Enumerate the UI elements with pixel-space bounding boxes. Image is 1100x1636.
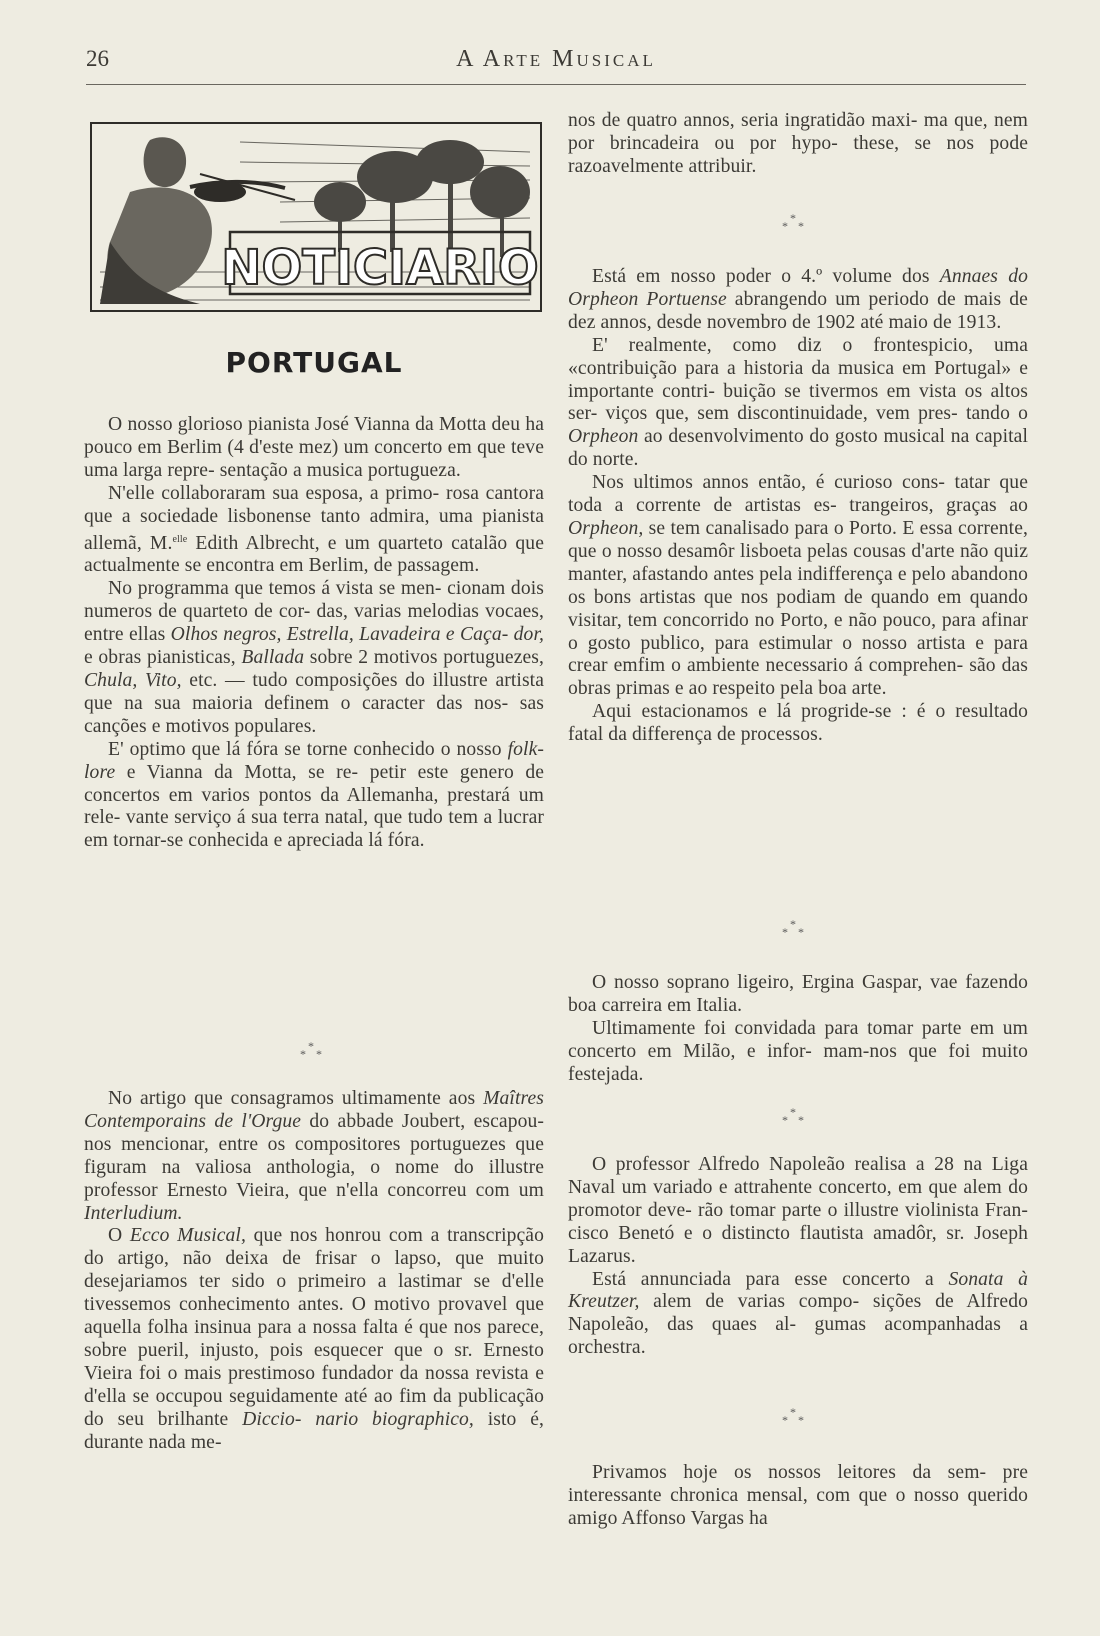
text-line: artistas que nos podiam de quando em [639, 586, 962, 608]
text-line: abbade Joubert, escapou-nos mencionar, [84, 1110, 545, 1155]
italic-title: Olhos negros, Estrella, Lavadeira e Caça- [170, 624, 509, 646]
text-line: actualmente se encontra em Berlim, de [84, 555, 393, 577]
text-line: pre interessante chronica mensal, com que [568, 1462, 1028, 1506]
text-line: isto é, durante nada me- [84, 1408, 544, 1453]
text-line: apreciada lá fóra. [287, 830, 425, 852]
paragraph-collaborators [84, 483, 544, 579]
section-heading: PORTUGAL [225, 346, 403, 379]
italic-title: Orpheon, [568, 517, 644, 539]
header-rule [86, 84, 1026, 85]
text-line: cisco Benetó e o distincto flautista amadôr, [568, 1222, 937, 1244]
text-line: pontos da Allemanha, prestará um rele- [84, 784, 544, 829]
text-line: boa arte. [818, 678, 887, 700]
text-line: novembro de 1902 até maio de 1913. [706, 311, 1002, 333]
text-line: o mais prestimoso fundador da nossa revista [167, 1362, 529, 1384]
superscript: elle [172, 533, 188, 545]
text-line: trangeiros, graças ao [849, 495, 1029, 517]
text-line: uma «contribuição para a historia da [568, 334, 1029, 379]
text-line: sentação a musica portugueza. [219, 459, 461, 481]
text-line: O professor Alfredo Napoleão realisa a 28 [592, 1154, 954, 1175]
text-line: sições de Alfredo Napoleão, das quaes al- [568, 1291, 1028, 1336]
text-line: das, varias melodias vocaes, entre ellas [84, 601, 545, 646]
text-line: N'elle collaboraram sua esposa, a primo- [108, 482, 440, 504]
text-line: Está em nosso poder o 4.º volume dos [592, 266, 930, 287]
text-line: figuram na valiosa anthologia, o nome [84, 1156, 440, 1178]
text-line: musica em Portugal» e importante contri- [568, 357, 1029, 402]
text-line: pois esquecer que o sr. Ernesto Vieira foi [84, 1339, 544, 1384]
text-line: etc. — [181, 669, 245, 691]
paragraph-continuation [568, 110, 1028, 179]
text-line: tatar que toda a corrente de artistas es- [568, 472, 1028, 517]
paragraph-contribution [568, 335, 1028, 472]
paragraph-ergina-gaspar [568, 972, 1028, 1018]
paragraph-folklore [84, 739, 544, 854]
text-line: Edith Albrecht, e um quarteto catalão que [195, 532, 544, 554]
text-line: do [301, 1110, 330, 1132]
right-column-block-1 [568, 110, 1028, 179]
italic-title: Maîtres Contemporains de l'Orgue [84, 1088, 545, 1132]
text-line: que nos honrou com a [245, 1225, 440, 1247]
italic-title: Orpheon [568, 426, 639, 448]
text-line: these, se nos pode razoavelmente attribuir. [568, 132, 1029, 177]
text-line: um periodo de mais de dez annos, desde [568, 288, 1028, 333]
text-line: No artigo que consagramos ultimamente [108, 1088, 441, 1109]
text-line: para estimular o nosso artista e para crear [568, 632, 1029, 677]
vignette-title-lettering: NOTICIARIO [221, 240, 539, 296]
text-line: não pouco, para afinar o gosto publico, [568, 609, 1029, 654]
text-line: Motta deu ha pouco em Berlim (4 d'este mez) [84, 414, 545, 458]
italic-title: Sonata à Kreutzer, [568, 1268, 1029, 1313]
paragraph-sonata-kreutzer [568, 1269, 1028, 1361]
text-line: abrangendo [726, 288, 828, 310]
text-line: Nos ultimos annos então, é curioso cons- [592, 472, 945, 494]
text-line: resultado fatal da differença de processos. [568, 701, 1029, 746]
text-line: e obras pianisticas, [84, 647, 242, 669]
right-column-block-2 [568, 266, 1028, 747]
text-line: petir este genero de concertos em varios [84, 761, 545, 806]
text-line: o nosso querido amigo Affonso Vargas ha [568, 1484, 1029, 1529]
text-line: O nosso soprano ligeiro, Ergina Gaspar, [592, 972, 923, 993]
italic-title: Ecco Musical, [129, 1225, 246, 1247]
italic-title: Ballada [241, 647, 305, 669]
text-line: e d'ella se occupou seguidamente até ao [84, 1362, 545, 1407]
paragraph-milan-concert [568, 1018, 1028, 1087]
text-line: aos [448, 1088, 484, 1109]
text-line: o nosso [440, 738, 508, 760]
text-line: passagem. [397, 555, 480, 577]
text-line: alem de varias compo- [639, 1291, 860, 1313]
text-line: sobre 2 [304, 647, 369, 669]
text-line: na Liga Naval um variado e attrahente [568, 1154, 1028, 1198]
right-column-block-5 [568, 1462, 1028, 1531]
section-separator-asterism: * * * [782, 917, 804, 939]
text-line: do illustre professor Ernesto Vieira, que [84, 1156, 545, 1201]
right-column-block-4 [568, 1154, 1028, 1360]
page-number: 26 [86, 46, 109, 71]
text-line: cionam dois numeros de quarteto de cor- [84, 578, 544, 623]
text-line: ao desenvolvimento do [638, 426, 830, 448]
running-title: A Arte Musical [456, 46, 656, 72]
text-line: são das obras primas e ao respeito pela [568, 655, 1029, 700]
text-line: se tem [643, 517, 701, 539]
text-line: concerto, em que alem do promotor deve- [568, 1176, 1028, 1221]
text-line: Está annunciada para esse concerto a [592, 1268, 934, 1290]
text-line: sr. Joseph Lazarus. [568, 1222, 1029, 1267]
italic-title: dor, [513, 624, 545, 646]
paragraph-annaes-orpheon [568, 266, 1028, 335]
text-line: falta é que nos parece, sobre pueril, injusto, [84, 1317, 544, 1361]
text-line: Aqui estacionamos e lá progride-se : é o [592, 701, 946, 723]
left-column-block-2 [84, 1088, 544, 1455]
text-line: fim da publicação do seu brilhante [84, 1385, 544, 1430]
text-line: O [108, 1225, 130, 1247]
text-line: parte em um concerto em Milão, e infor- [568, 1017, 1028, 1062]
text-line: Ultimamente foi convidada para tomar [592, 1017, 914, 1039]
italic-title: nario biographico, [315, 1408, 474, 1430]
text-line: tem a lucrar em tornar-se conhecida e [84, 807, 544, 852]
left-column-block-1 [84, 414, 544, 853]
paragraph-affonso-vargas [568, 1462, 1028, 1531]
text-line: vae fazendo boa carreira em Italia. [568, 972, 1029, 1016]
text-line: quando visitar, tem concorrido no Porto, e [568, 586, 1028, 631]
section-separator-asterism: * * * [782, 1405, 804, 1427]
text-line: um concerto em que teve uma larga repre- [84, 436, 544, 481]
text-line: No programma que temos á vista se men- [108, 578, 442, 600]
text-line: gosto musical na capital do norte. [568, 426, 1028, 471]
text-line: buição se tivermos em vista os altos ser- [568, 380, 1029, 425]
text-line: canalisado para o Porto. E essa corrente, [705, 517, 1028, 539]
text-line: gumas acompanhadas a orchestra. [568, 1314, 1028, 1359]
text-line: E' realmente, como diz o frontespicio, [592, 334, 974, 356]
text-line: tando o [965, 403, 1029, 425]
text-line: vante serviço á sua terra natal, que tudo [125, 807, 443, 829]
text-line: tanto admira, uma pianista allemã, M. [84, 505, 544, 554]
text-line: mam-nos que foi muito festejada. [568, 1040, 1029, 1085]
paragraph-organ-anthology [84, 1088, 544, 1225]
paragraph-programme [84, 578, 544, 738]
text-line: d'arte não quiz manter, afastando antes [568, 540, 1028, 585]
italic-title: Annaes do Orpheon Portuense [568, 266, 1028, 310]
text-line: que o nosso desamôr lisboeta pelas cousas [568, 540, 906, 562]
text-line: entre os compositores portuguezes que [218, 1133, 544, 1155]
paragraph-vianna-concert [84, 414, 544, 483]
text-line: conhecimento antes. O motivo provavel [178, 1294, 508, 1316]
text-line: o lapso, que muito desejariamos ter sido o [84, 1248, 545, 1293]
italic-title: Chula, Vito, [84, 669, 182, 691]
paragraph-ecco-musical [84, 1225, 544, 1454]
text-line: e Vianna da Motta, se re- [115, 761, 359, 783]
text-line: ma que, nem por brincadeira ou por hypo- [568, 110, 1029, 154]
italic-term: folk-lore [84, 738, 544, 783]
text-line: nos de quatro annos, seria ingratidão maxi- [568, 110, 918, 131]
section-separator-asterism: * * * [300, 1039, 322, 1061]
paragraph-conclusion [568, 701, 1028, 747]
text-line: que aquella folha insinua para a nossa [84, 1294, 545, 1339]
text-line: E' optimo que lá fóra se torne conhecido [108, 738, 435, 760]
page-header [86, 46, 1026, 76]
text-line: transcripção do artigo, não deixa de frisar [84, 1225, 545, 1270]
section-separator-asterism: * * * [782, 211, 804, 233]
text-line: emfim o ambiente necessario á comprehen- [613, 655, 964, 677]
text-line: Privamos hoje os nossos leitores da sem- [592, 1462, 987, 1483]
text-line: n'ella concorreu com um [336, 1179, 544, 1201]
paragraph-artists-porto [568, 472, 1028, 701]
italic-title: Interludium. [84, 1202, 183, 1224]
text-line: sas canções e motivos populares. [84, 692, 545, 737]
text-line: tudo composições do illustre artista que [84, 669, 545, 714]
right-column-block-3 [568, 972, 1028, 1087]
text-line: pela indifferença e pelo abandono os bons [568, 563, 1028, 608]
text-line: viços que, sem discontinuidade, vem pres- [605, 403, 958, 425]
text-line: motivos portuguezes, [373, 647, 545, 669]
section-separator-asterism: * * * [782, 1105, 804, 1127]
italic-title: Diccio- [242, 1408, 302, 1430]
text-line: na sua maioria definem o caracter das nos- [124, 692, 509, 714]
paragraph-alfredo-napoleao [568, 1154, 1028, 1269]
text-line: rão tomar parte o illustre violinista Fran- [698, 1199, 1028, 1221]
text-line: rosa cantora que a sociedade lisbonense [84, 482, 545, 527]
noticiario-vignette [90, 122, 542, 312]
text-line: primeiro a lastimar se d'elle tivessemos [84, 1271, 544, 1316]
text-line: O nosso glorioso pianista José Vianna da [108, 414, 434, 435]
